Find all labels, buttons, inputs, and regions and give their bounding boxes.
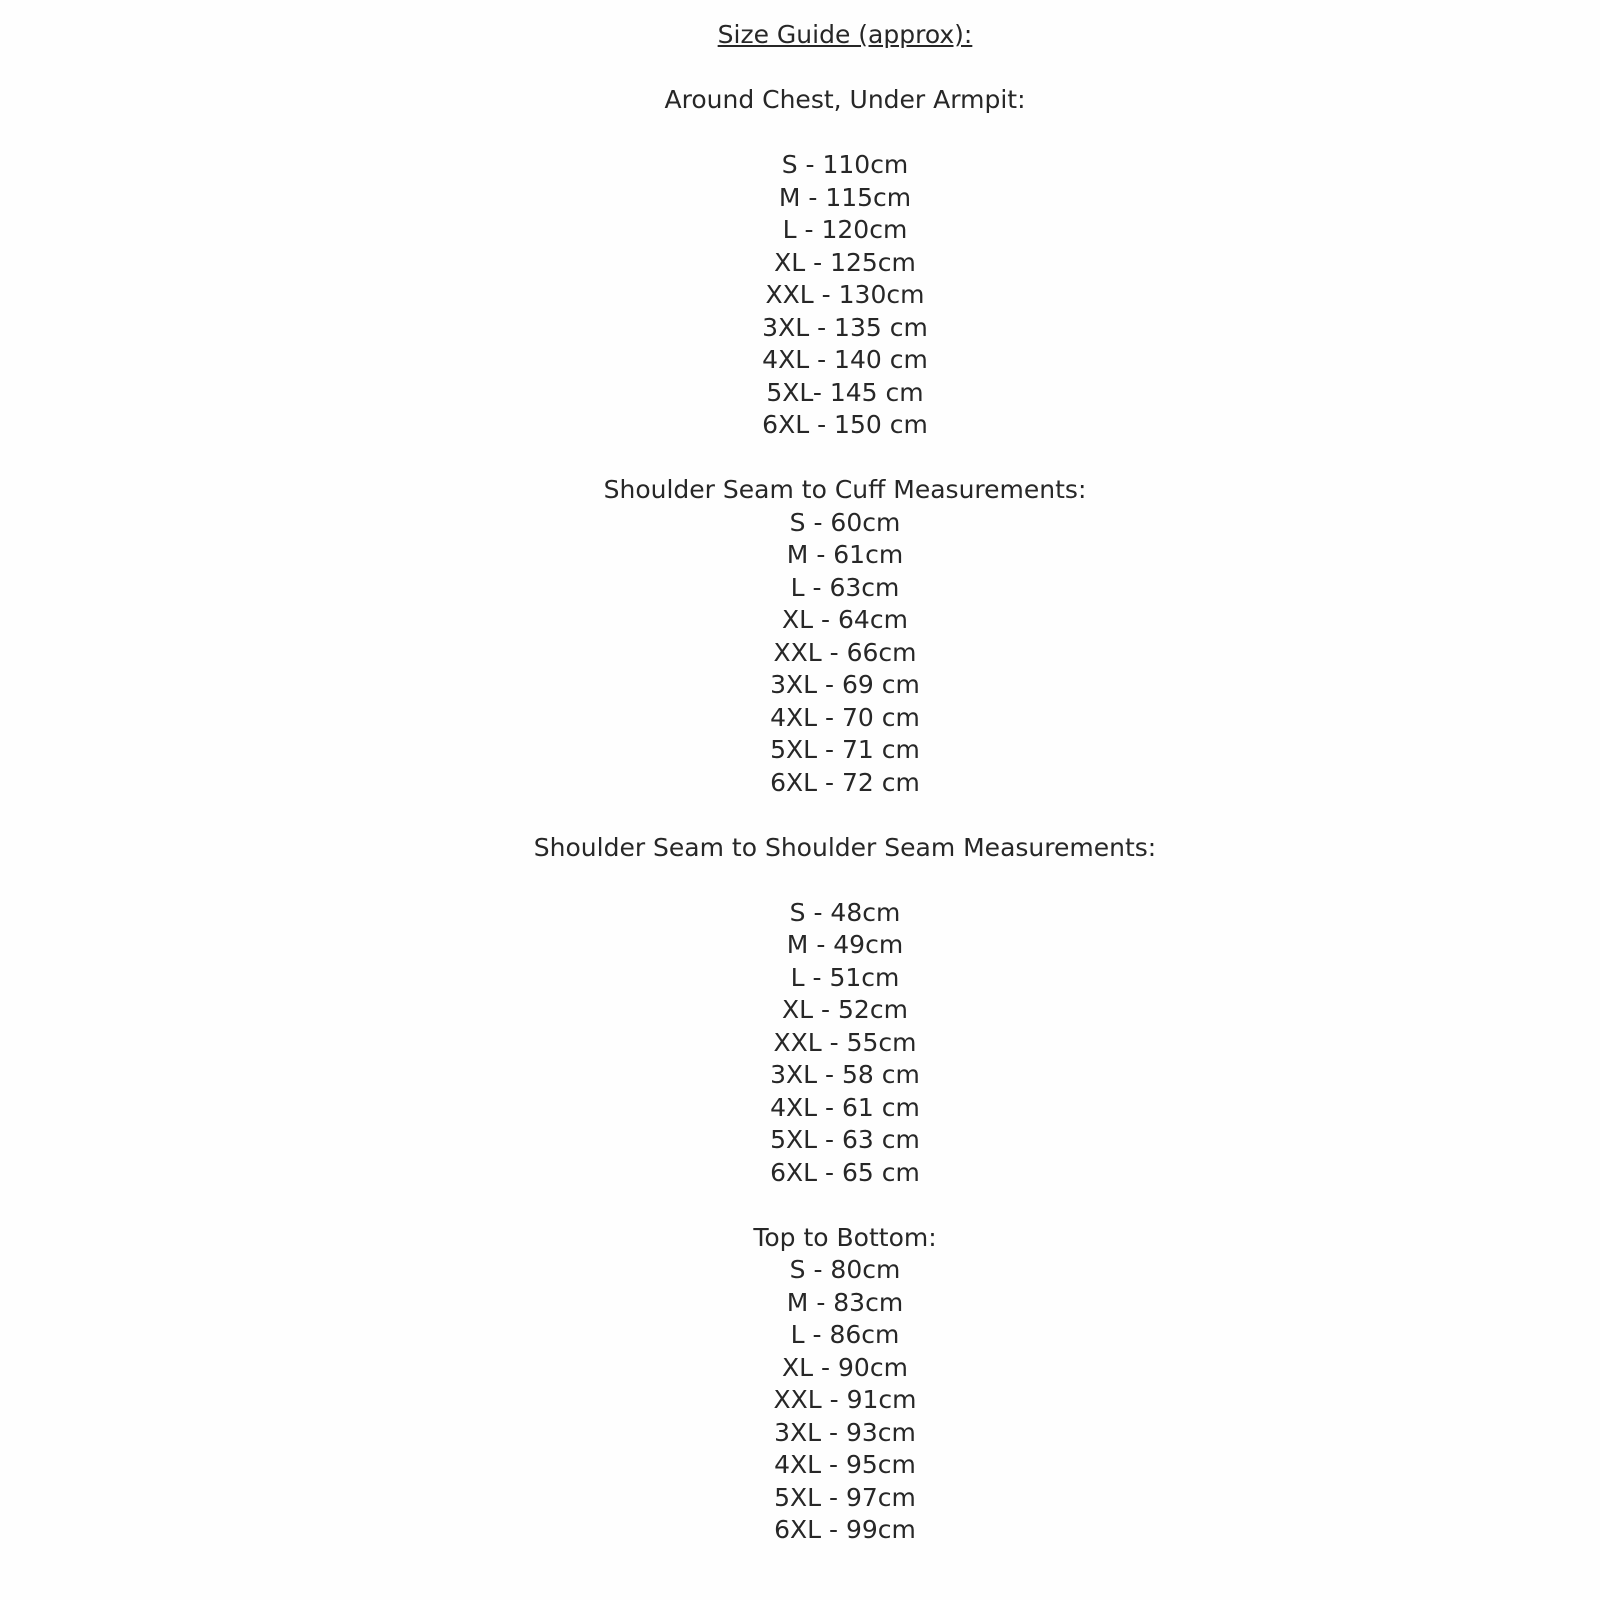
section-top-to-bottom	[90, 1222, 1600, 1547]
size-row: L - 63cm	[790, 572, 900, 602]
size-row: M - 61cm	[786, 540, 904, 569]
size-row: 5XL - 63 cm	[770, 1125, 920, 1154]
size-row: XXL - 55cm	[773, 1027, 917, 1057]
section-around-chest	[90, 84, 1600, 442]
size-row: XL - 90cm	[782, 1352, 908, 1382]
size-row: S - 60cm	[789, 507, 901, 537]
size-row: XXL - 66cm	[773, 637, 917, 667]
size-row: 5XL - 97cm	[774, 1482, 916, 1512]
size-row: 3XL - 135 cm	[762, 312, 928, 342]
size-row: M - 49cm	[786, 930, 904, 959]
section-heading: Shoulder Seam to Cuff Measurements:	[603, 475, 1087, 504]
size-row: 6XL - 99cm	[774, 1515, 916, 1544]
section-shoulder-to-shoulder	[90, 832, 1600, 1190]
section-shoulder-to-cuff	[90, 474, 1600, 799]
size-row: 6XL - 65 cm	[770, 1157, 920, 1187]
section-heading: Top to Bottom:	[753, 1222, 937, 1252]
size-row: 4XL - 95cm	[774, 1450, 916, 1479]
size-row: L - 120cm	[782, 215, 908, 244]
size-row: XL - 64cm	[782, 605, 908, 634]
size-row: L - 51cm	[790, 962, 900, 992]
page-title: Size Guide (approx):	[717, 20, 973, 49]
size-row: XXL - 130cm	[765, 280, 925, 309]
size-row: 4XL - 140 cm	[762, 345, 928, 374]
size-row: 4XL - 61 cm	[770, 1092, 920, 1122]
size-row: 4XL - 70 cm	[770, 702, 920, 732]
size-row: 6XL - 150 cm	[762, 410, 928, 439]
size-row: S - 80cm	[789, 1255, 901, 1284]
size-row: XL - 125cm	[774, 247, 916, 277]
size-row: 3XL - 58 cm	[770, 1060, 920, 1089]
section-heading: Around Chest, Under Armpit:	[664, 85, 1026, 114]
size-row: 6XL - 72 cm	[770, 767, 920, 797]
size-row: 3XL - 69 cm	[770, 670, 920, 699]
size-row: XXL - 91cm	[773, 1385, 917, 1414]
section-heading: Shoulder Seam to Shoulder Seam Measurements:	[533, 832, 1157, 862]
size-row: XL - 52cm	[782, 995, 908, 1024]
size-row: L - 86cm	[790, 1320, 900, 1349]
size-row: M - 115cm	[778, 182, 912, 212]
size-row: M - 83cm	[786, 1287, 904, 1317]
size-row: 5XL - 71 cm	[770, 735, 920, 764]
size-row: 3XL - 93cm	[774, 1417, 916, 1447]
size-row: 5XL- 145 cm	[766, 377, 924, 407]
size-row: S - 48cm	[789, 897, 901, 927]
size-row: S - 110cm	[781, 150, 909, 179]
